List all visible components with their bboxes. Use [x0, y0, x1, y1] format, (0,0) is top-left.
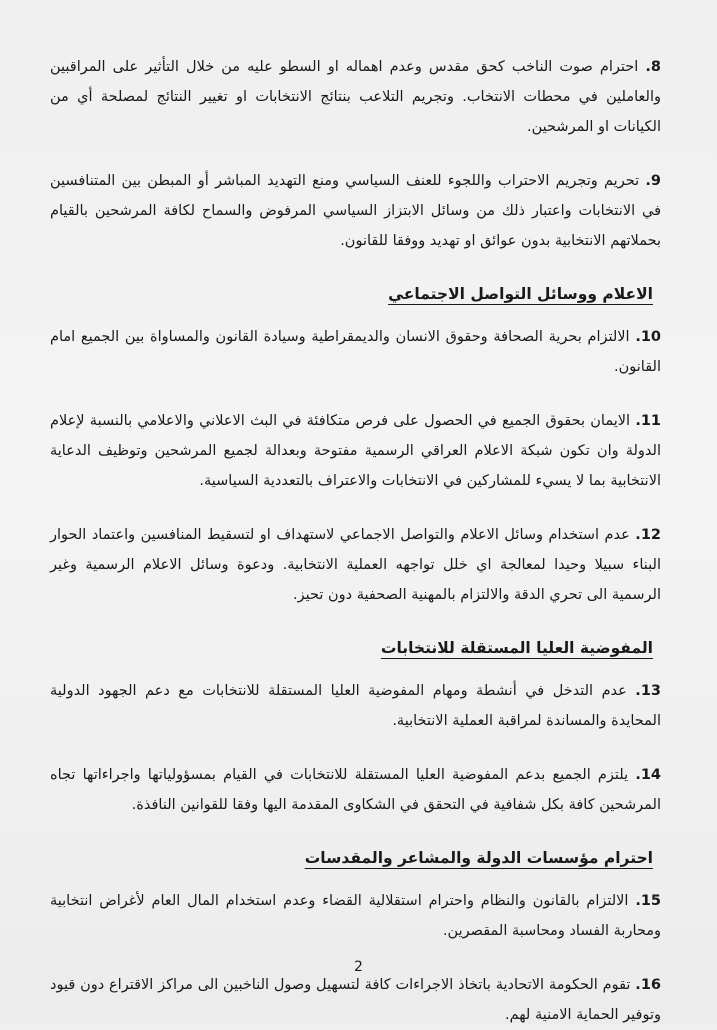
section-heading-institutions: احترام مؤسسات الدولة والمشاعر والمقدسات	[304, 849, 653, 867]
clause-text: عدم استخدام وسائل الاعلام والتواصل الاجماعي لاستهداف او لتسقيط المنافسين واعتماد الحوار البناء سبيلا وحيدا لمعالجة اي خلل تواجهه العملية الانتخابية. ودعوة وسائل الاعلام الرسمية وغير الرسمية الى تحري الدقة والالتزام بالمهنية الصحفية دون تحيز.	[50, 527, 661, 603]
clause-16	[50, 970, 661, 1030]
clause-number: 13.	[635, 683, 661, 699]
clause-number: 15.	[635, 893, 662, 909]
section-heading-media: الاعلام ووسائل التواصل الاجتماعي	[388, 285, 653, 303]
clause-number: 16.	[635, 977, 661, 993]
clause-15	[50, 886, 661, 946]
clause-text: الالتزام بحرية الصحافة وحقوق الانسان والديمقراطية وسيادة القانون والمساواة بين الجميع امام القانون.	[50, 329, 661, 375]
clause-number: 9.	[645, 173, 662, 189]
clause-number: 12.	[635, 527, 661, 543]
clause-text: احترام صوت الناخب كحق مقدس وعدم اهماله او السطو عليه من خلال التأثير على المراقبين والعاملين في محطات الانتخاب. وتجريم التلاعب بنتائج الانتخابات او تغيير النتائج لمصلحة أي من الكيانات او المرشحين.	[50, 59, 661, 135]
clause-text: الالتزام بالقانون والنظام واحترام استقلالية القضاء وعدم استخدام المال العام لأغراض انتخابية ومحاربة الفساد ومحاسبة المقصرين.	[50, 893, 661, 939]
clause-number: 8.	[645, 59, 661, 75]
clause-12	[50, 520, 661, 610]
clause-text: يلتزم الجميع بدعم المفوضية العليا المستقلة للانتخابات في القيام بمسؤولياتها واجراءاتها تجاه المرشحين كافة بكل شفافية في التحقق في الشكاوى المقدمة اليها وفقا للقوانين النافذة.	[50, 767, 661, 813]
clause-11	[50, 406, 661, 496]
clause-text: عدم التدخل في أنشطة ومهام المفوضية العليا المستقلة للانتخابات مع دعم الجهود الدولية المحايدة والمساندة لمراقبة العملية الانتخابية.	[50, 683, 661, 729]
clause-10	[50, 322, 661, 382]
clause-number: 11.	[635, 413, 662, 429]
clause-number: 10.	[635, 329, 662, 345]
clause-14	[50, 760, 661, 820]
section-heading-commission: المفوضية العليا المستقلة للانتخابات	[380, 639, 653, 657]
page-number: 2	[354, 959, 363, 975]
clause-text: تقوم الحكومة الاتحادية باتخاذ الاجراءات كافة لتسهيل وصول الناخبين الى مراكز الاقتراع دون قيود وتوفير الحماية الامنية لهم.	[50, 977, 661, 1023]
clause-8	[50, 52, 661, 142]
clause-text: تحريم وتجريم الاحتراب واللجوء للعنف السياسي ومنع التهديد المباشر أو المبطن بين المتنافسين في الانتخابات واعتبار ذلك من وسائل الابتزاز السياسي المرفوض والسماح لكافة المرشحين بالقيام بحملاتهم الانتخابية بدون عوائق او تهديد ووفقا للقانون.	[50, 173, 661, 249]
clause-13	[50, 676, 661, 736]
clause-9	[50, 166, 661, 256]
clause-text: الايمان بحقوق الجميع في الحصول على فرص متكافئة في البث الاعلاني والاعلامي بالنسبة لإعلام الدولة وان تكون شبكة الاعلام العراقي الرسمية مفتوحة وبعدالة لجميع المرشحين وتوظيف الدعاية الانتخابية بما لا يسيء للمشاركين في الانتخابات والاعتراف بالتعددية السياسية.	[50, 413, 661, 489]
clause-number: 14.	[635, 767, 662, 783]
